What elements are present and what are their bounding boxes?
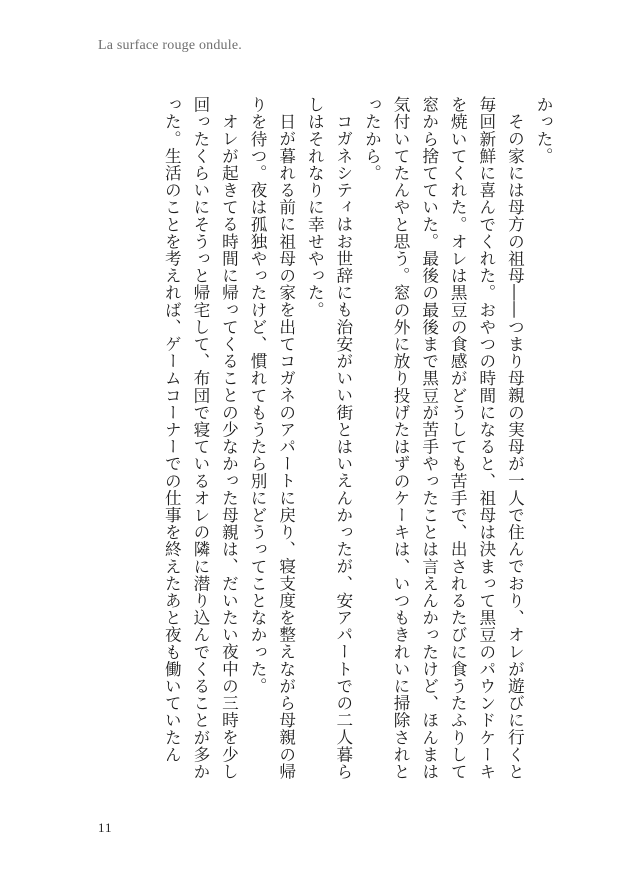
paragraph: その家には母方の祖母――つまり母親の実母が一人で住んでおり、オレが遊びに行くと毎回新鮮に喜んでくれた。おやつの時間になると、祖母は決まって黒豆のパウンドケーキを焼いてくれた。オレは黒豆の食感がどうしても苦手で、出されるたびに食うたふりして窓から捨てていた。最後の最後まで黒豆が苦手やったことは言えんかったけど、ほんまは気付いてたんやと思う。窓の外に放り投げたはずのケーキは、いつもきれいに掃除されとったから。 xyxy=(362,96,525,780)
paragraph: コガネシティはお世辞にも治安がいい街とはいえんかったが、安アパートでの二人暮らしはそれなりに幸せやった。 xyxy=(305,96,353,780)
body-text xyxy=(97,96,557,786)
paragraph: かった。 xyxy=(534,96,553,165)
paragraph: オレが起きてる時間に帰ってくることの少なかった母親は、だいたい夜中の三時を少し回ったくらいにそうっと帰宅して、布団で寝ているオレの隣に潜り込んでくることが多かった。生活のことを考えれば、ゲームコーナーでの仕事を終えたあと夜も働いていたん xyxy=(162,96,239,780)
paragraph: 日が暮れる前に祖母の家を出てコガネのアパートに戻り、寝支度を整えながら母親の帰りを待つ。夜は孤独やったけど、慣れてもうたら別にどうってことなかった。 xyxy=(248,96,296,780)
page-number: 11 xyxy=(98,820,113,835)
running-header: La surface rouge ondule. xyxy=(98,38,242,53)
